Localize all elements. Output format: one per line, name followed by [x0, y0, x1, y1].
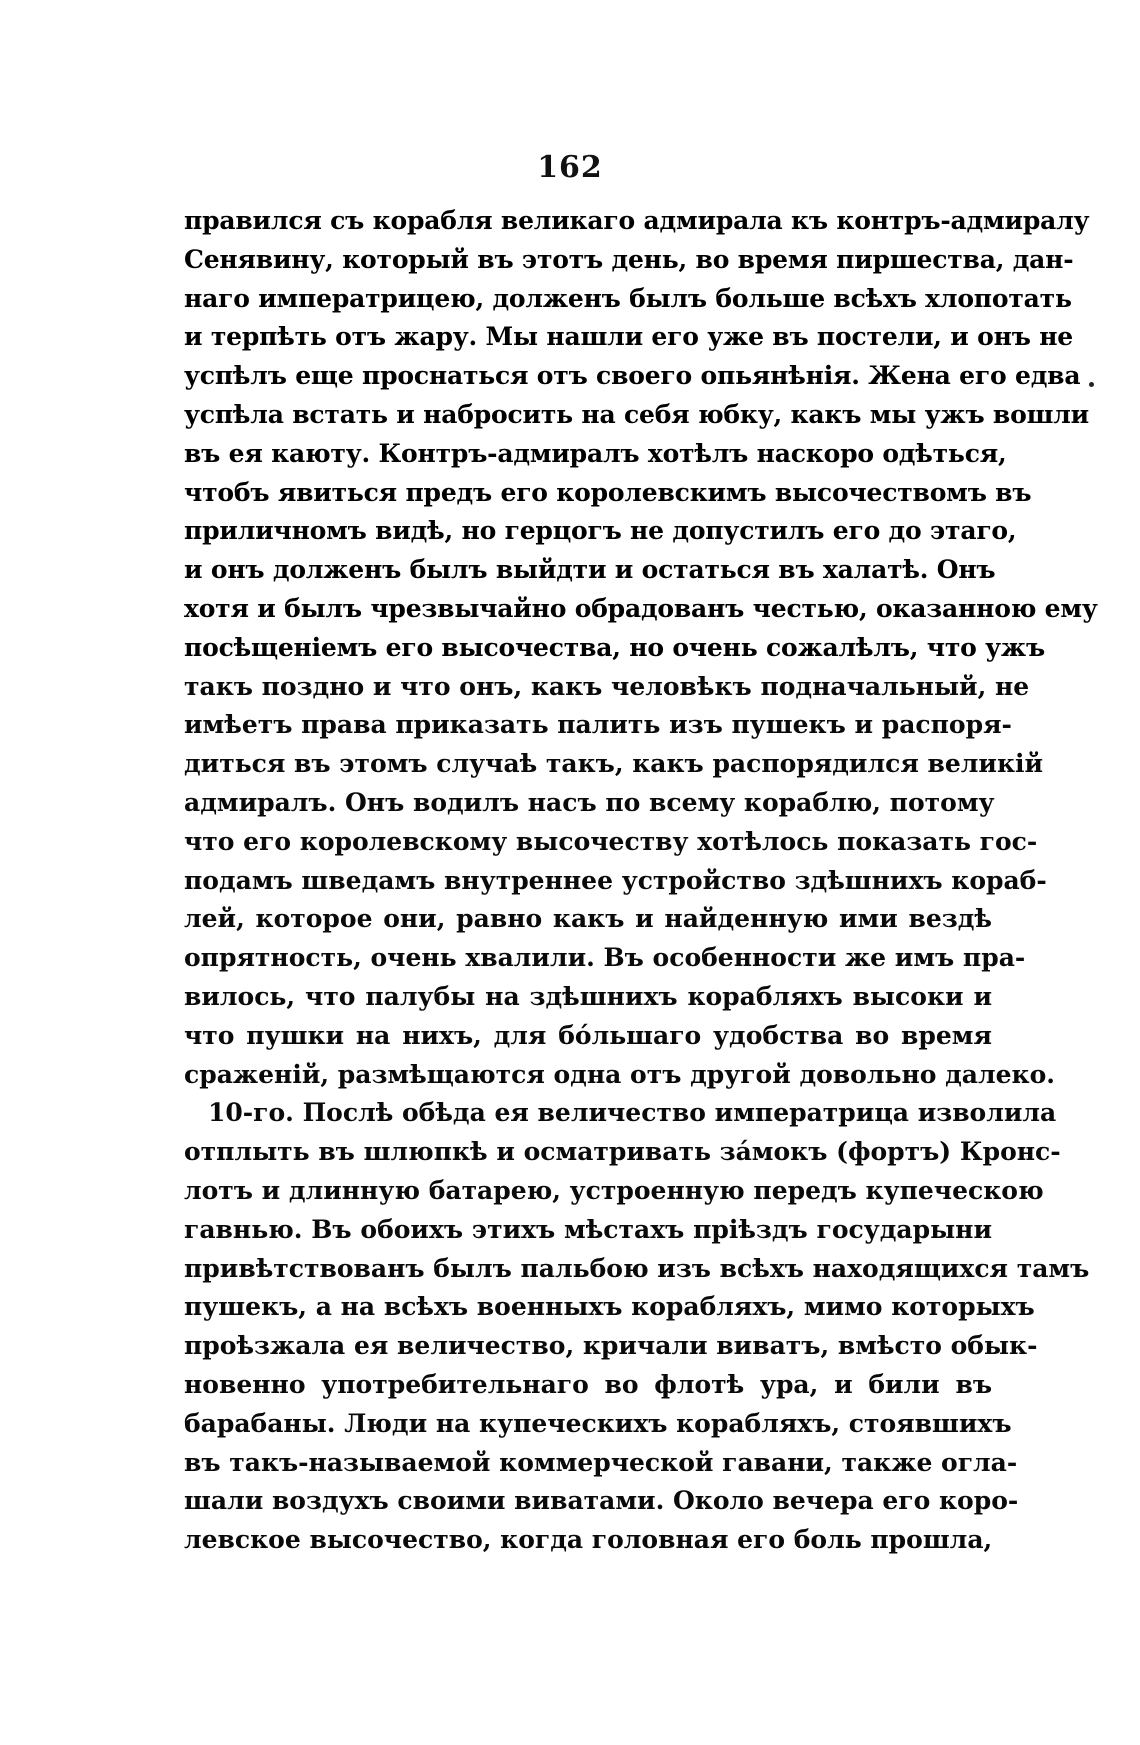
- text-line: и терпѣть отъ жару. Мы нашли его уже въ постели, и онъ не: [184, 322, 1074, 352]
- page-number: 162: [537, 150, 603, 185]
- text-line: что пушки на нихъ, для бóльшаго удобства во время: [184, 1020, 992, 1050]
- text-line: успѣла встать и набросить на себя юбку, какъ мы ужъ вошли: [184, 399, 1090, 429]
- text-line: Сенявину, который въ этотъ день, во время пиршества, дан-: [184, 244, 1074, 274]
- body-text: [184, 202, 1098, 1560]
- text-line: сраженій, размѣщаются одна отъ другой довольно далеко.: [184, 1059, 1055, 1089]
- text-line: правился съ корабля великаго адмирала къ контръ-адмиралу: [184, 206, 1090, 235]
- text-line: диться въ этомъ случаѣ такъ, какъ распорядился великій: [184, 749, 1044, 779]
- text-line: отплыть въ шлюпкѣ и осматривать зáмокъ (фортъ) Кронс-: [184, 1137, 1061, 1167]
- text-line: адмиралъ. Онъ водилъ насъ по всему кораблю, потому: [184, 787, 995, 817]
- text-line: подамъ шведамъ внутреннее устройство здѣшнихъ кораб-: [184, 865, 1047, 895]
- text-line: успѣлъ еще проснаться отъ своего опьянѣнія. Жена его едва: [184, 361, 1081, 391]
- text-line: лотъ и длинную батарею, устроенную передъ купеческою: [184, 1175, 1044, 1205]
- text-line: имѣетъ права приказать палить изъ пушекъ и распоря-: [184, 710, 1012, 740]
- text-line: привѣтствованъ былъ пальбою изъ всѣхъ находящихся тамъ: [184, 1253, 1090, 1283]
- text-line: посѣщеніемъ его высочества, но очень сожалѣлъ, что ужъ: [184, 632, 1045, 662]
- margin-dot: [1089, 382, 1094, 387]
- text-line: гавнью. Въ обоихъ этихъ мѣстахъ пріѣздъ государыни: [184, 1214, 992, 1244]
- text-line: въ ея каюту. Контръ-адмиралъ хотѣлъ наскоро одѣться,: [184, 438, 1007, 468]
- text-line: шали воздухъ своими виватами. Около вечера его коро-: [184, 1486, 1019, 1516]
- text-line: такъ поздно и что онъ, какъ человѣкъ подначальный, не: [184, 671, 1030, 701]
- text-line: новенно употребительнаго во флотѣ ура, и били въ: [184, 1369, 992, 1399]
- text-line: въ такъ-называемой коммерческой гавани, также огла-: [184, 1447, 1018, 1477]
- text-line: пушекъ, а на всѣхъ военныхъ корабляхъ, мимо которыхъ: [184, 1292, 1035, 1322]
- text-line: наго императрицею, долженъ былъ больше всѣхъ хлопотать: [184, 283, 1072, 313]
- text-line: 10-го. Послѣ обѣда ея величество императрица изволила: [208, 1098, 1057, 1128]
- text-line: проѣзжала ея величество, кричали виватъ, вмѣсто обык-: [184, 1331, 1038, 1361]
- text-line: что его королевскому высочеству хотѣлось показать гос-: [184, 826, 1038, 856]
- text-line: лей, которое они, равно какъ и найденную ими вездѣ: [184, 904, 992, 934]
- text-line: барабаны. Люди на купеческихъ корабляхъ, стоявшихъ: [184, 1408, 1012, 1438]
- text-line: левское высочество, когда головная его боль прошла,: [184, 1525, 993, 1555]
- text-line: приличномъ видѣ, но герцогъ не допустилъ его до этаго,: [184, 516, 1017, 546]
- text-line: вилось, что палубы на здѣшнихъ корабляхъ высоки и: [184, 981, 992, 1011]
- text-line: хотя и былъ чрезвычайно обрадованъ честью, оказанною ему: [184, 593, 1098, 623]
- text-line: чтобъ явиться предъ его королевскимъ высочествомъ въ: [184, 477, 1032, 507]
- text-line: опрятность, очень хвалили. Въ особенности же имъ пра-: [184, 943, 1026, 973]
- text-line: и онъ долженъ былъ выйдти и остаться въ халатѣ. Онъ: [184, 555, 996, 585]
